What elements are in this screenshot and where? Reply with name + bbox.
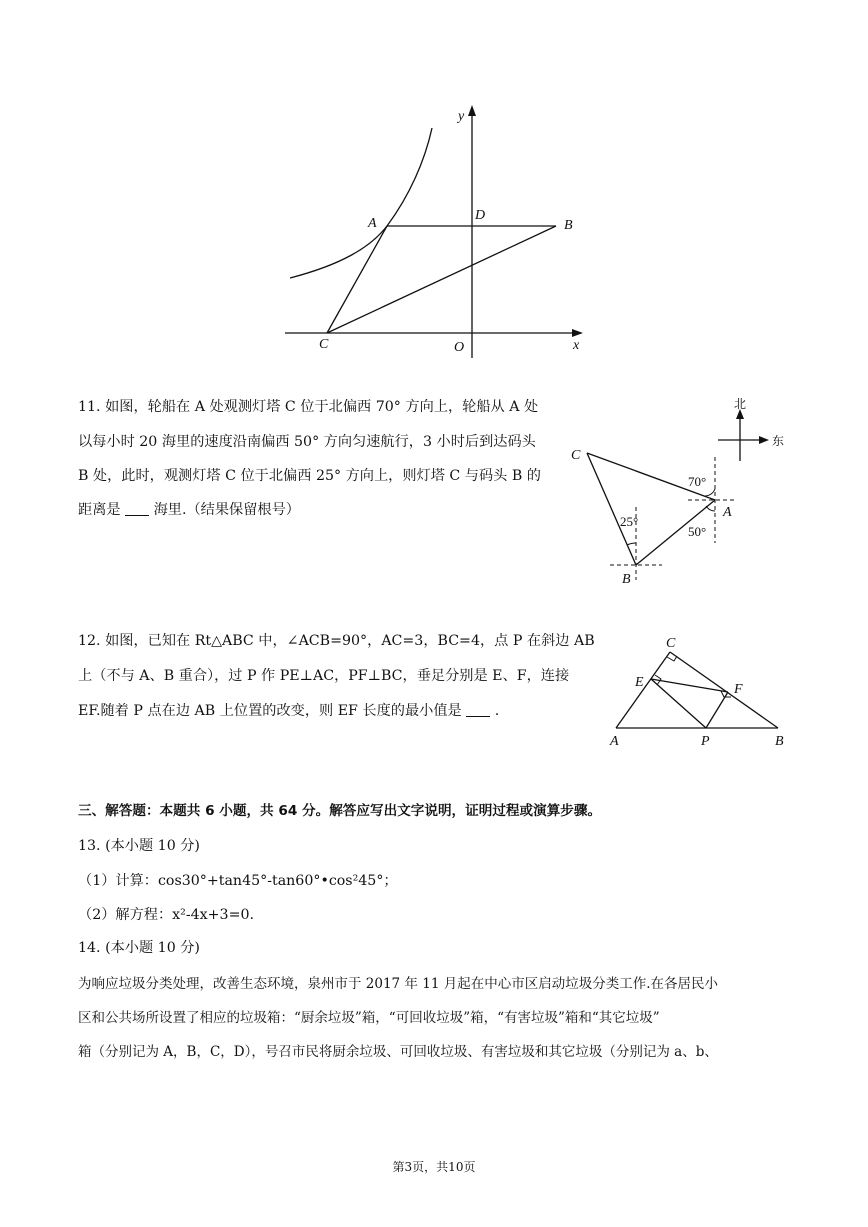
page-number: 第3页，共10页 bbox=[392, 1160, 476, 1174]
label-B: B bbox=[622, 572, 631, 587]
angle-50: 50° bbox=[688, 524, 707, 539]
figure-coordinate-graph bbox=[270, 100, 600, 365]
answer-blank bbox=[125, 501, 149, 516]
q13-part-2: （2）解方程：x²-4x+3=0. bbox=[78, 907, 255, 923]
label-north: 北 bbox=[734, 397, 747, 411]
q14-line-1: 为响应垃圾分类处理，改善生态环境，泉州市于 2017 年 11 月起在中心市区启动垃圾分类工作.在各居民小 bbox=[78, 976, 718, 992]
label-C: C bbox=[319, 337, 329, 352]
label-O: O bbox=[454, 340, 465, 355]
label-B: B bbox=[775, 734, 784, 749]
label-east: 东 bbox=[772, 434, 785, 448]
q12-line-3-before: EF.随着 P 点在边 AB 上位置的改变，则 EF 长度的最小值是 bbox=[78, 703, 462, 719]
q11-line-2: 以每小时 20 海里的速度沿南偏西 50° 方向匀速航行，3 小时后到达码头 bbox=[78, 434, 536, 450]
answer-blank bbox=[466, 702, 490, 717]
q12-line-3-after: . bbox=[494, 703, 500, 719]
label-A: A bbox=[723, 505, 732, 520]
label-C: C bbox=[571, 448, 581, 463]
label-D: D bbox=[475, 208, 486, 223]
label-x: x bbox=[573, 338, 580, 353]
q12-line-3 bbox=[78, 701, 499, 721]
section-heading: 三、解答题：本题共 6 小题，共 64 分。解答应写出文字说明，证明过程或演算步骤。 bbox=[78, 803, 602, 819]
label-C: C bbox=[666, 636, 676, 651]
label-A: A bbox=[610, 734, 619, 749]
q13-title: 13. (本小题 10 分) bbox=[78, 838, 200, 854]
label-P: P bbox=[701, 734, 710, 749]
q11-line-1: 11. 如图，轮船在 A 处观测灯塔 C 位于北偏西 70° 方向上，轮船从 A 处 bbox=[78, 399, 539, 415]
figure-right-triangle bbox=[600, 632, 800, 752]
q12-line-2: 上（不与 A、B 重合），过 P 作 PE⊥AC，PF⊥BC，垂足分别是 E、F，连接 bbox=[78, 668, 570, 684]
label-A: A bbox=[368, 216, 377, 231]
angle-25: 25° bbox=[620, 514, 639, 529]
q14-title: 14. (本小题 10 分) bbox=[78, 940, 200, 956]
label-y: y bbox=[458, 109, 465, 124]
q14-line-3: 箱（分别记为 A，B，C，D），号召市民将厨余垃圾、可回收垃圾、有害垃圾和其它垃圾（分别记为 a、b、 bbox=[78, 1044, 718, 1060]
q11-line-4-after: 海里.（结果保留根号） bbox=[153, 502, 300, 518]
label-B: B bbox=[564, 218, 573, 233]
q11-line-4-before: 距离是 bbox=[78, 502, 121, 518]
q11-line-3: B 处，此时，观测灯塔 C 位于北偏西 25° 方向上，则灯塔 C 与码头 B 的 bbox=[78, 468, 541, 484]
label-E: E bbox=[635, 675, 644, 690]
angle-70: 70° bbox=[688, 474, 707, 489]
label-F: F bbox=[734, 682, 743, 697]
q11-line-4 bbox=[78, 500, 300, 520]
q13-part-1: （1）计算：cos30°+tan45°-tan60°•cos²45°； bbox=[78, 873, 398, 889]
compass-icon bbox=[718, 397, 784, 461]
figure-ship-bearing bbox=[560, 395, 800, 590]
q12-line-1: 12. 如图，已知在 Rt△ABC 中，∠ACB=90°，AC=3，BC=4，点 P 在斜边 AB bbox=[78, 633, 595, 649]
q14-line-2: 区和公共场所设置了相应的垃圾箱：“厨余垃圾”箱，“可回收垃圾”箱，“有害垃圾”箱和“其它垃圾” bbox=[78, 1010, 660, 1026]
